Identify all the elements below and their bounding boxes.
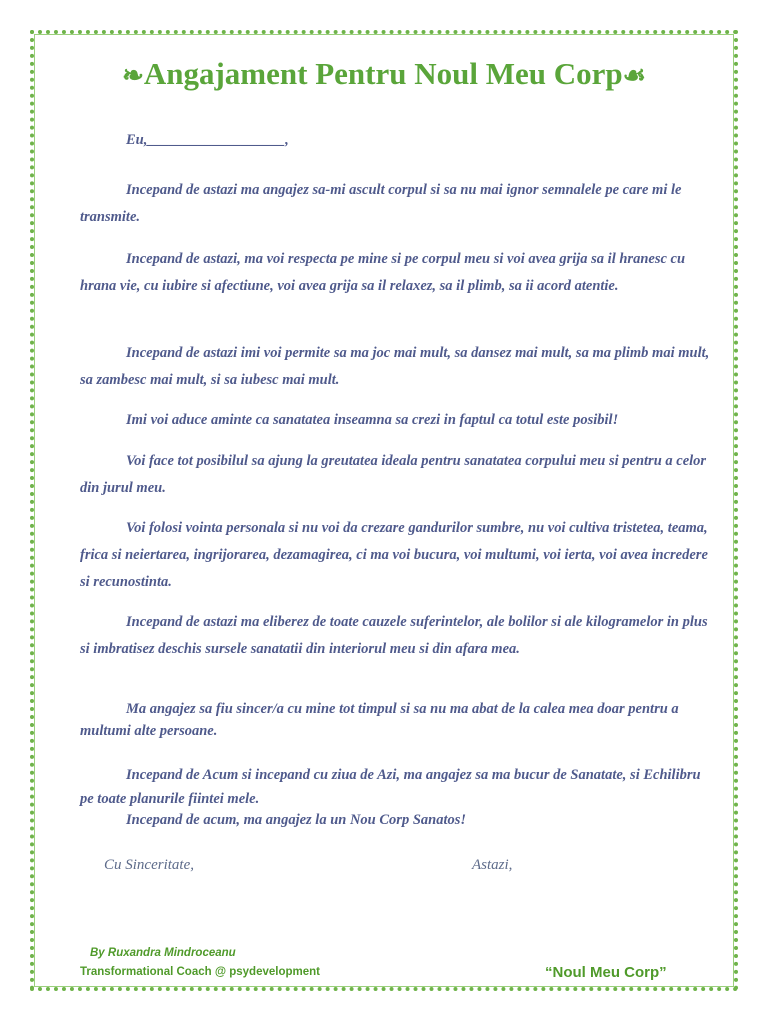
paragraph-10: Incepand de acum, ma angajez la un Nou Corp Sanatos! bbox=[126, 812, 467, 828]
paragraph-7: Incepand de astazi ma eliberez de toate cauzele suferintelor, ale bolilor si ale kilogramelor in plus si imbratisez deschis sursele sanatatii din interiorul meu si din afara mea. bbox=[80, 614, 708, 657]
greeting-line: Eu,___________________, bbox=[126, 132, 289, 148]
paragraph-8: Ma angajez sa fiu sincer/a cu mine tot timpul si sa nu ma abat de la calea mea doar pentru a multumi alte persoane. bbox=[80, 701, 679, 739]
paragraph-2: Incepand de astazi, ma voi respecta pe mine si pe corpul meu si voi avea grija sa il hranesc cu hrana vie, cu iubire si afectiune, voi avea grija sa il relaxez, sa il plimb, sa ii acord atentie. bbox=[80, 251, 686, 294]
right-ornament-icon: ☙ bbox=[622, 61, 646, 90]
footer-tagline: “Noul Meu Corp” bbox=[545, 964, 667, 981]
paragraph-5: Voi face tot posibilul sa ajung la greutatea ideala pentru sanatatea corpului meu si pentru a celor din jurul meu. bbox=[80, 453, 707, 496]
paragraph-1: Incepand de astazi ma angajez sa-mi ascult corpul si sa nu mai ignor semnalele pe care mi le transmite. bbox=[80, 182, 682, 225]
footer-author: By Ruxandra Mindroceanu bbox=[90, 947, 236, 959]
title-text: Angajament Pentru Noul Meu Corp bbox=[143, 56, 623, 91]
paragraph-6: Voi folosi vointa personala si nu voi da crezare gandurilor sumbre, nu voi cultiva tristetea, teama, frica si neiertarea, ingrijorarea, dezamagirea, ci ma voi bucura, voi multumi, voi ierta, voi avea incredere si recunostinta. bbox=[80, 520, 708, 590]
signature-sincerely: Cu Sinceritate, bbox=[104, 857, 194, 873]
signature-date: Astazi, bbox=[472, 857, 513, 873]
paragraph-4: Imi voi aduce aminte ca sanatatea inseamna sa crezi in faptul ca totul este posibil! bbox=[126, 412, 619, 428]
paragraph-9: Incepand de Acum si incepand cu ziua de Azi, ma angajez sa ma bucur de Sanatate, si Echilibru pe toate planurile fiintei mele. bbox=[80, 767, 701, 807]
footer-role: Transformational Coach @ psydevelopment bbox=[80, 966, 320, 978]
paragraph-3: Incepand de astazi imi voi permite sa ma joc mai mult, sa dansez mai mult, sa ma plimb mai mult, sa zambesc mai mult, si sa iubesc mai mult. bbox=[80, 345, 710, 388]
document-title bbox=[0, 56, 768, 92]
left-ornament-icon: ❧ bbox=[122, 61, 144, 90]
